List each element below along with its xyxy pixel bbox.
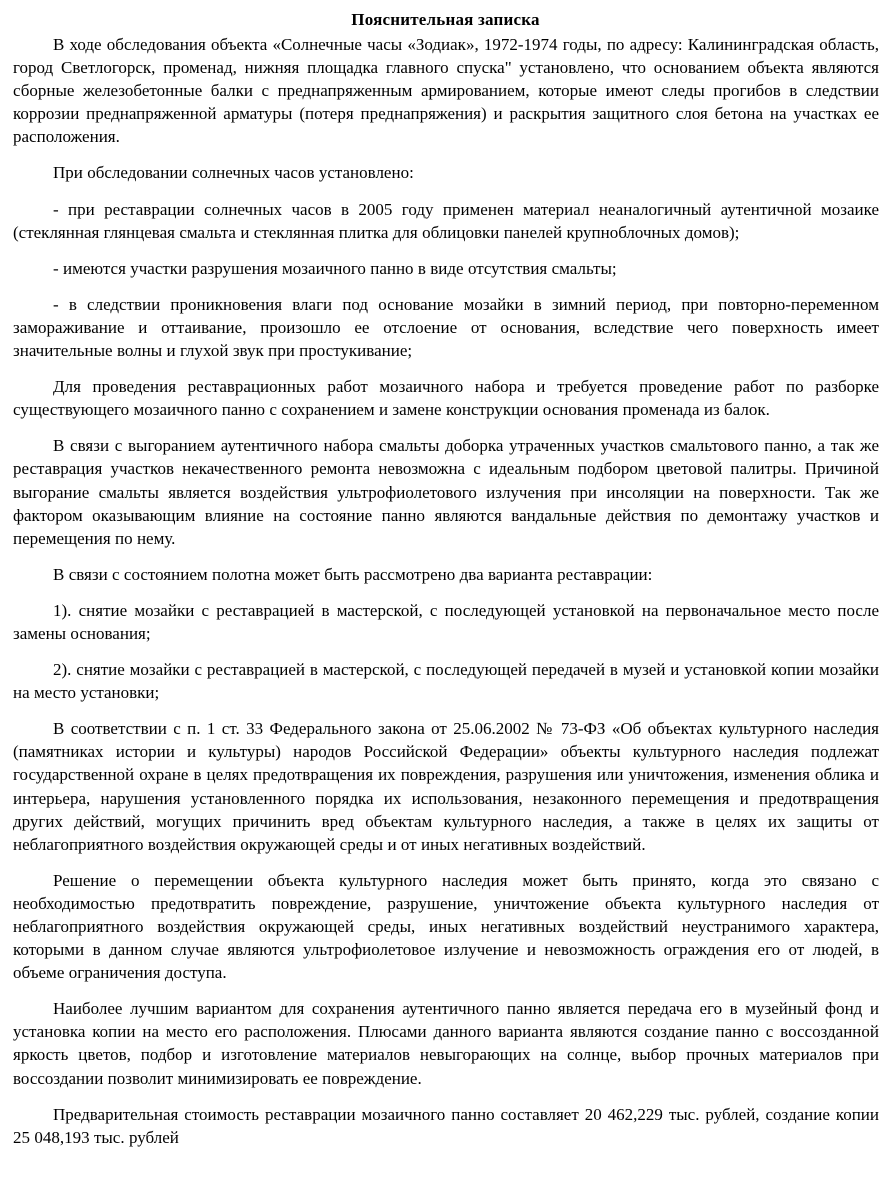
page-title: Пояснительная записка xyxy=(351,10,540,29)
paragraph-relocation-decision: Решение о перемещении объекта культурного наследия может быть принято, когда это связано с необходимостью предотвратить повреждение, разрушение, уничтожение объекта культурного наследия от неблагоприятного воздействия окружающей среды, иных негативных воздействий неустранимого характера, которыми в данном случае являются ультрофиолетовое излучение и невозможность ограждения его от людей, в объеме ограничения доступа. xyxy=(13,870,879,983)
paragraph-restoration-works: Для проведения реставрационных работ мозаичного набора и требуется проведение работ по разборке существующего мозаичного панно с сохранением и замене конструкции основания променада из балок. xyxy=(13,377,879,420)
paragraph-best-option: Наиболее лучшим вариантом для сохранения аутентичного панно является передача его в музейный фонд и установка копии на место его расположения. Плюсами данного варианта являются создание панно с воссозданной яркость цветов, подбор и изготовление материалов невыгорающих на солнце, выбор прочных материалов при воссоздании позволит минимизировать ее повреждение. xyxy=(13,999,879,1088)
paragraph-option-1: 1). снятие мозайки с реставрацией в мастерской, с последующей установкой на первоначальное место после замены основания; xyxy=(13,600,879,643)
paragraph-option-2: 2). снятие мозайки с реставрацией в мастерской, с последующей передачей в музей и установкой копии мозайки на место установки; xyxy=(13,660,879,703)
paragraph-fading-cause: В связи с выгоранием аутентичного набора смальты доборка утраченных участков смальтового панно, а так же реставрация участков некачественного ремонта невозможна с идеальным подбором цветовой палитры. Причиной выгорание смальты является воздействия ультрофиолетового излучения при инсоляции на поверхности. Так же фактором оказывающим влияние на состояние панно являются вандальные действия по демонтажу участков и перемещения по нему. xyxy=(13,436,879,548)
paragraph-finding-missing-smalt: - имеются участки разрушения мозаичного панно в виде отсутствия смальты; xyxy=(53,258,617,278)
paragraph-findings-intro: При обследовании солнечных часов установлено: xyxy=(53,163,414,183)
document-body xyxy=(13,33,879,1149)
paragraph-finding-material: - при реставрации солнечных часов в 2005 году применен материал неаналогичный аутентичной мозаике (стеклянная глянцевая смальта и стеклянная плитка для облицовки панелей крупноблочных домов); xyxy=(13,199,879,242)
paragraph-cost: Предварительная стоимость реставрации мозаичного панно составляет 20 462,229 тыс. рублей, создание копии 25 048,193 тыс. рублей xyxy=(13,1104,879,1147)
paragraph-finding-moisture: - в следствии проникновения влаги под основание мозайки в зимний период, при повторно-переменном замораживание и оттаивание, произошло ее отслоение от основания, вследствие чего поверхность имеет значительные волны и глухой звук при простукивание; xyxy=(13,294,879,361)
paragraph-federal-law: В соответствии с п. 1 ст. 33 Федерального закона от 25.06.2002 № 73-ФЗ «Об объектах культурного наследия (памятниках истории и культуры) народов Российской Федерации» объекты культурного наследия подлежат государственной охране в целях предотвращения их повреждения, разрушения или уничтожения, изменения облика и интерьера, нарушения установленного порядка их использования, незаконного перемещения и предотвращения других действий, могущих причинить вред объектам культурного наследия, а также в целях их защиты от неблагоприятного воздействия окружающей среды и от иных негативных воздействий. xyxy=(13,719,879,854)
paragraph-survey-object: В ходе обследования объекта «Солнечные часы «Зодиак», 1972-1974 годы, по адресу: Калининградская область, город Светлогорск, променад, нижняя площадка главного спуска" установлено, что основанием объекта являются сборные железобетонные балки с преднапряженным армированием, которые имеют следы прогибов в следствии коррозии преднапряженной арматуры (потеря преднапряжения) и раскрытия защитного слоя бетона на участках ее расположения. xyxy=(13,35,879,147)
paragraph-two-options-intro: В связи с состоянием полотна может быть рассмотрено два варианта реставрации: xyxy=(53,564,653,584)
